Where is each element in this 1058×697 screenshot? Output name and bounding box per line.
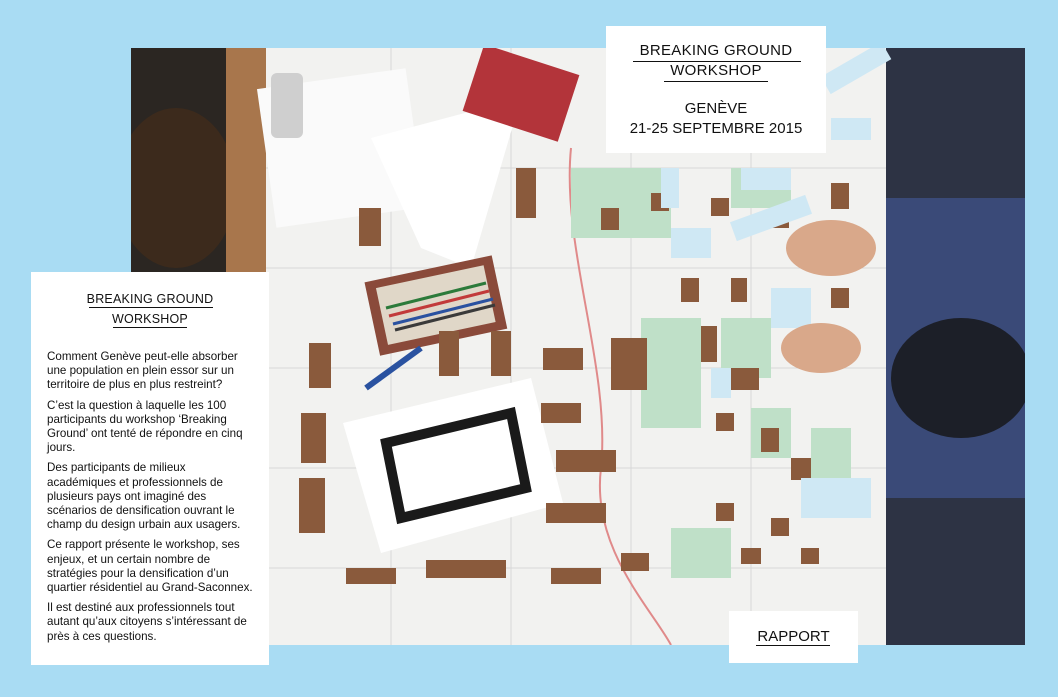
info-heading-1: BREAKING GROUND <box>86 292 214 306</box>
info-paragraph: Il est destiné aux professionnels tout autant qu’aux citoyens s’intéressant de près à ces questions. <box>47 601 247 643</box>
city-label: GENÈVE <box>684 100 748 117</box>
rapport-card <box>729 611 858 663</box>
info-heading-2: WORKSHOP <box>112 312 188 326</box>
title-line-2: WORKSHOP <box>670 62 762 79</box>
title-line-1: BREAKING GROUND <box>639 42 793 59</box>
underline-divider <box>756 645 830 646</box>
info-paragraph: C’est la question à laquelle les 100 participants du workshop ‘Breaking Ground’ ont tenté de répondre en cinq jours. <box>47 398 243 455</box>
dates-label: 21-25 SEPTEMBRE 2015 <box>629 120 803 137</box>
underline-divider <box>113 327 187 328</box>
info-paragraph: Comment Genève peut-elle absorber une population en plein essor sur un territoire de plus en plus restreint? <box>47 350 238 392</box>
info-paragraph: Des participants de milieux académiques et professionnels de plusieurs pays ont imaginé des scénarios de densification ouvrant le champ du design urbain aux usagers. <box>47 461 241 532</box>
info-body <box>47 350 257 650</box>
underline-divider <box>89 307 213 308</box>
underline-divider <box>664 81 768 82</box>
info-paragraph: Ce rapport présente le workshop, ses enjeux, et un certain nombre de stratégies pour la densification d’un quartier résidentiel au Grand-Saconnex. <box>47 538 253 595</box>
title-card <box>606 26 826 153</box>
info-card <box>31 272 269 665</box>
rapport-label: RAPPORT <box>757 628 830 645</box>
